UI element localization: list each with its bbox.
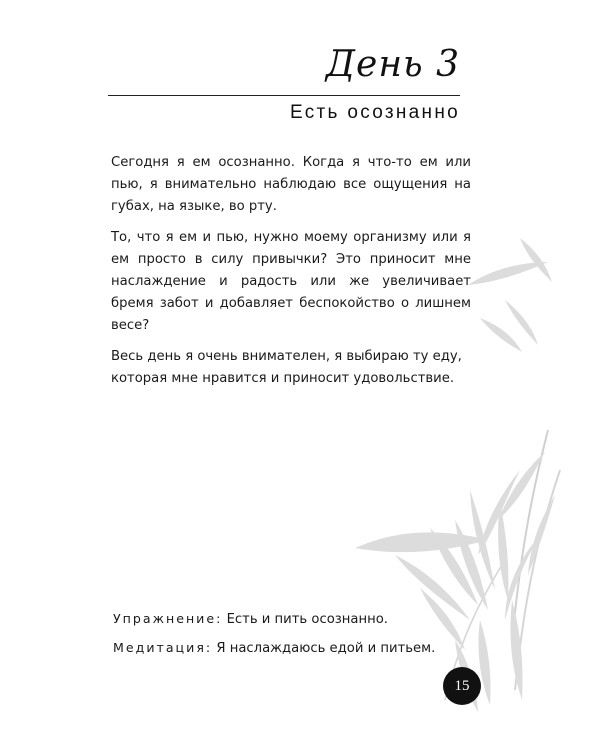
- meditation-label: Медитация:: [113, 640, 213, 655]
- page-number: 15: [443, 667, 481, 705]
- meditation-text: Я наслаждаюсь едой и питьем.: [216, 641, 436, 656]
- paragraph-1: Сегодня я ем осознанно. Когда я что-то ем или пью, я внимательно наблюдаю все ощущения на губах, на языке, во рту.: [111, 155, 471, 214]
- body-text: [111, 152, 471, 399]
- exercise-line: [113, 611, 388, 627]
- paragraph-3: Весь день я очень внимателен, я выбираю ту еду, которая мне нравится и приносит удовольствие.: [111, 349, 462, 386]
- meditation-line: [113, 640, 435, 656]
- section-title: Есть осознанно: [290, 102, 460, 123]
- paragraph-2: То, что я ем и пью, нужно моему организму или я ем просто в силу привычки? Это приносит мне наслаждение и радость или же увеличивает бремя забот и добавляет беспокойство о лишнем весе?: [111, 230, 471, 333]
- header-divider: [108, 95, 460, 96]
- exercise-text: Есть и пить осознанно.: [226, 612, 388, 627]
- exercise-label: Упражнение:: [113, 611, 223, 626]
- day-title: День 3: [325, 44, 460, 85]
